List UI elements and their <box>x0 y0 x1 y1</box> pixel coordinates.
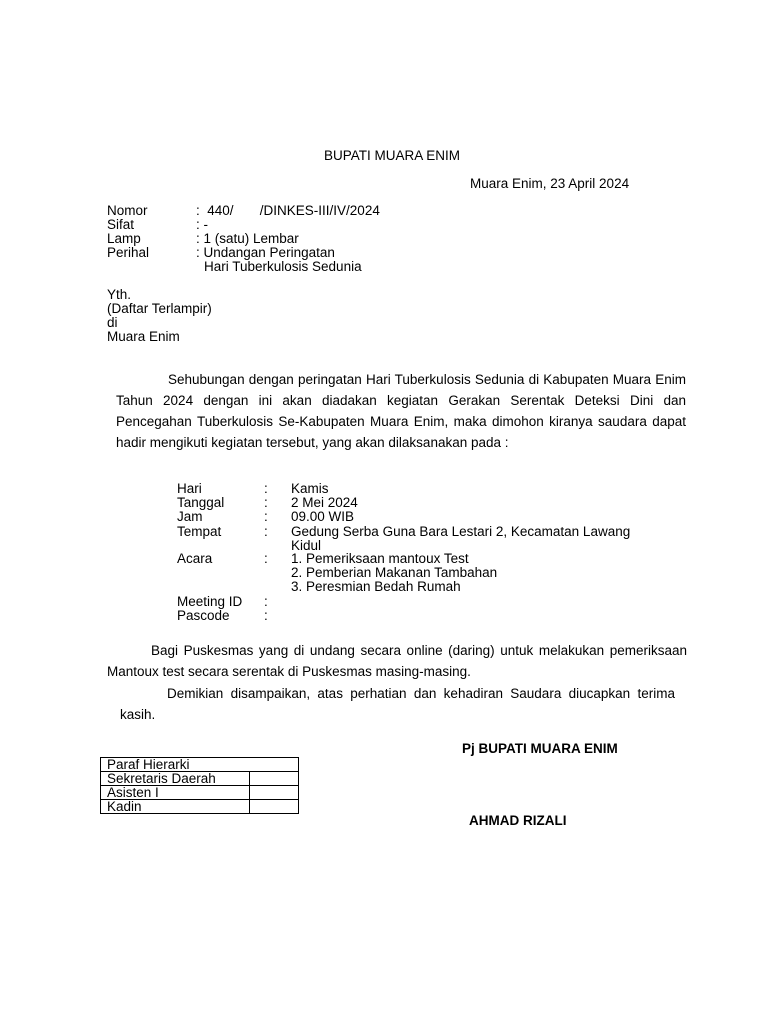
tempat-colon: : <box>264 524 268 539</box>
paraf-table-row <box>101 786 299 800</box>
body-paragraph-3: Demikian disampaikan, atas perhatian dan kehadiran Saudara diucapkan terima kasih. <box>120 686 675 722</box>
paraf-header-cell: Paraf Hierarki <box>101 758 299 772</box>
paraf-role-cell: Kadin <box>101 800 250 814</box>
acara-colon: : <box>264 551 268 566</box>
sifat-label: Sifat <box>107 217 135 232</box>
meeting-id-colon: : <box>264 594 268 609</box>
hari-value: Kamis <box>291 481 329 496</box>
letter-title: BUPATI MUARA ENIM <box>324 148 461 163</box>
place-date: Muara Enim, 23 April 2024 <box>470 176 630 191</box>
jam-value: 09.00 WIB <box>291 509 355 524</box>
jam-colon: : <box>264 509 268 524</box>
signature-name: AHMAD RIZALI <box>469 813 567 828</box>
paraf-table-row <box>101 800 299 814</box>
tanggal-colon: : <box>264 495 268 510</box>
paraf-signature-cell <box>250 786 299 800</box>
body-paragraph-2: Bagi Puskesmas yang di undang secara online (daring) untuk melakukan pemeriksaan Mantoux test secara serentak di Puskesmas masing-masing. <box>107 643 687 679</box>
meeting-id-label: Meeting ID <box>177 594 243 609</box>
hari-label: Hari <box>177 481 202 496</box>
nomor-value: : 440/ /DINKES-III/IV/2024 <box>196 203 380 218</box>
tempat-value-line1: Gedung Serba Guna Bara Lestari 2, Kecamatan Lawang <box>291 524 631 539</box>
perihal-label: Perihal <box>107 245 150 260</box>
perihal-value: : Undangan Peringatan <box>196 245 335 260</box>
hari-colon: : <box>264 481 268 496</box>
paraf-role-cell: Sekretaris Daerah <box>101 772 250 786</box>
jam-label: Jam <box>177 509 203 524</box>
tanggal-value: 2 Mei 2024 <box>291 495 358 510</box>
perihal-value-line2: Hari Tuberkulosis Sedunia <box>204 259 362 274</box>
lamp-label: Lamp <box>107 231 141 246</box>
acara-item: 2. Pemberian Makanan Tambahan <box>291 565 498 580</box>
signature-position: Pj BUPATI MUARA ENIM <box>462 741 618 756</box>
pascode-colon: : <box>264 608 268 623</box>
pascode-label: Pascode <box>177 608 230 623</box>
lamp-value: : 1 (satu) Lembar <box>196 231 299 246</box>
sifat-value: : - <box>196 217 208 232</box>
tanggal-label: Tanggal <box>177 495 225 510</box>
acara-label: Acara <box>177 551 213 566</box>
recipient-location: Muara Enim <box>107 329 180 344</box>
acara-item: 3. Peresmian Bedah Rumah <box>291 579 461 594</box>
acara-item: 1. Pemeriksaan mantoux Test <box>291 551 469 566</box>
paraf-signature-cell <box>250 772 299 786</box>
recipient-di: di <box>107 315 118 330</box>
recipient-yth: Yth. <box>107 287 132 302</box>
tempat-value-line2: Kidul <box>291 538 322 553</box>
tempat-label: Tempat <box>177 524 222 539</box>
paraf-table <box>100 757 299 814</box>
paraf-table-header-row <box>101 758 299 772</box>
body-paragraph-1: Sehubungan dengan peringatan Hari Tuberkulosis Sedunia di Kabupaten Muara Enim Tahun 2024 dengan ini akan diadakan kegiatan Gerakan Serentak Deteksi Dini dan Pencegahan Tuberkulosis Se-Kabupaten Muara Enim, maka dimohon kiranya saudara dapat hadir mengikuti kegiatan tersebut, yang akan dilaksanakan pada : <box>116 372 686 450</box>
paraf-signature-cell <box>250 800 299 814</box>
recipient-list: (Daftar Terlampir) <box>107 301 212 316</box>
paraf-table-row <box>101 772 299 786</box>
paraf-role-cell: Asisten I <box>101 786 250 800</box>
nomor-label: Nomor <box>107 203 148 218</box>
